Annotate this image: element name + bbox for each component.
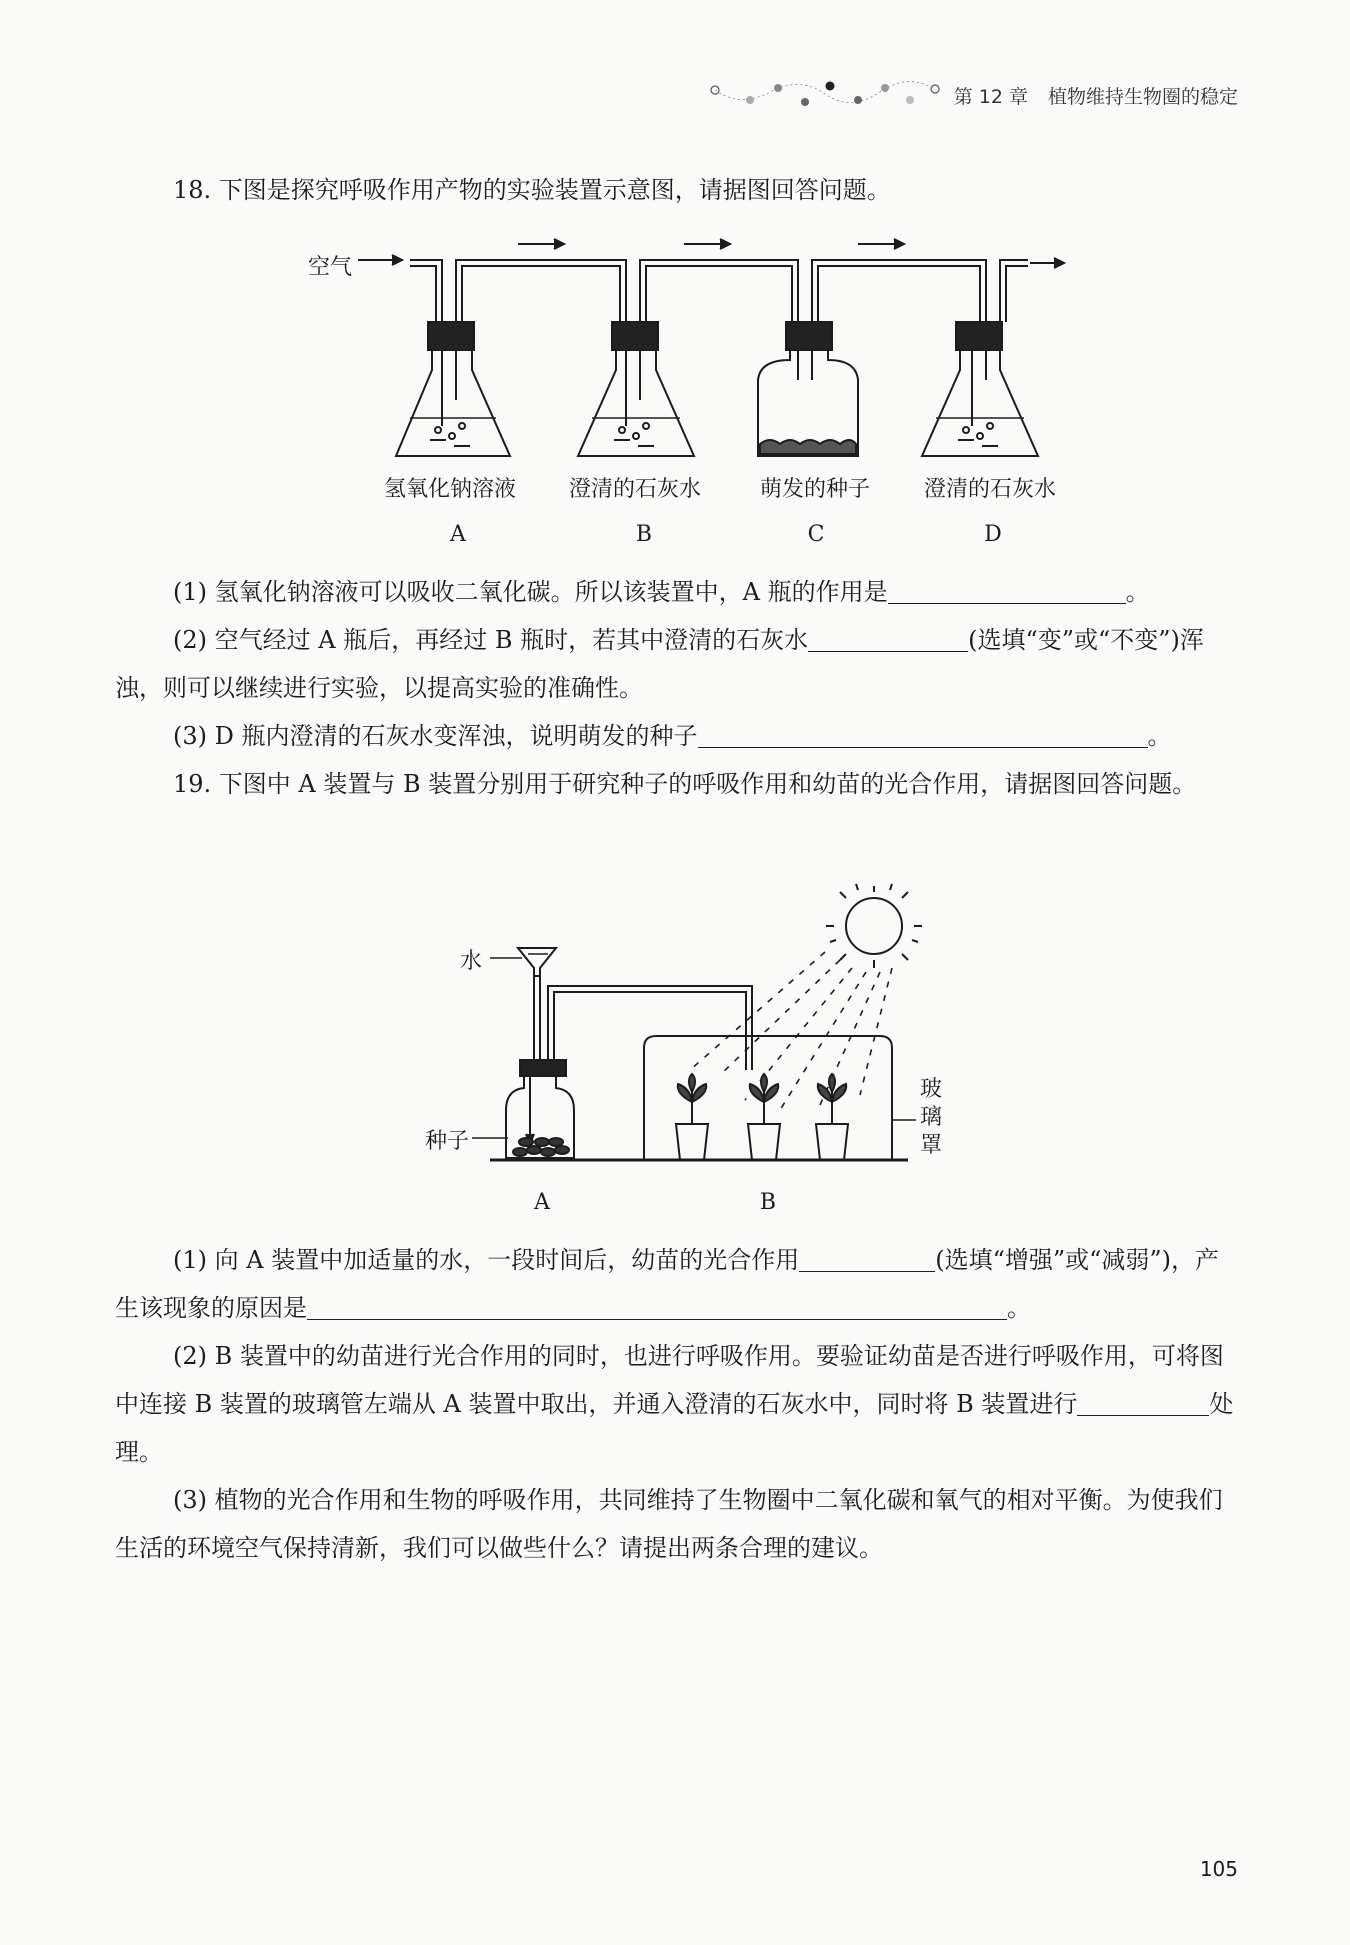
glass-cover-label: 玻璃罩 <box>919 1077 942 1158</box>
seed-label: 种子 <box>424 1129 469 1154</box>
bottle-b-letter: B <box>635 522 653 547</box>
answer-blank[interactable] <box>888 573 1126 604</box>
bottle-c-label: 萌发的种子 <box>759 477 870 502</box>
device-a-letter: A <box>534 1190 550 1215</box>
answer-blank[interactable] <box>698 717 1148 748</box>
answer-blank[interactable] <box>1077 1385 1209 1416</box>
bottle-c <box>758 322 858 456</box>
q19-sub3: (3) 植物的光合作用和生物的呼吸作用，共同维持了生物圈中二氧化碳和氧气的相对平衡。为使我们生活的环境空气保持清新，我们可以做些什么？请提出两条合理的建议。 <box>115 1486 1223 1562</box>
bottle-b-label: 澄清的石灰水 <box>568 477 701 502</box>
q18-stem: 18. 下图是探究呼吸作用产物的实验装置示意图，请据图回答问题。 <box>173 176 891 204</box>
q18-sub1: (1) 氢氧化钠溶液可以吸收二氧化碳。所以该装置中，A 瓶的作用是 。 <box>115 568 1237 616</box>
q18-sub3: (3) D 瓶内澄清的石灰水变浑浊，说明萌发的种子 。 <box>115 712 1237 760</box>
answer-blank[interactable] <box>307 1289 1007 1320</box>
page-number: 105 <box>1199 1857 1238 1881</box>
page-header <box>710 80 1238 110</box>
decorative-dots-icon <box>710 80 940 110</box>
bottle-c-letter: C <box>807 522 825 547</box>
q18-sub2: (2) 空气经过 A 瓶后，再经过 B 瓶时，若其中澄清的石灰水 (选填“变”或“不变”)浑浊，则可以继续进行实验，以提高实验的准确性。 <box>115 616 1237 712</box>
flask-a <box>396 322 510 456</box>
answer-blank[interactable] <box>799 1241 935 1272</box>
bottle-a-letter: A <box>450 522 466 547</box>
answer-blank[interactable] <box>808 621 968 652</box>
bottle-d-letter: D <box>984 522 1002 547</box>
q19-sub1: (1) 向 A 装置中加适量的水，一段时间后，幼苗的光合作用 (选填“增强”或“减弱”)，产生该现象的原因是 。 <box>115 1236 1237 1332</box>
device-b-letter: B <box>759 1190 777 1215</box>
chapter-number: 第 12 章 <box>953 85 1028 108</box>
q19-sub2: (2) B 装置中的幼苗进行光合作用的同时，也进行呼吸作用。要验证幼苗是否进行呼吸作用，可将图中连接 B 装置的玻璃管左端从 A 装置中取出，并通入澄清的石灰水中，同时将 B 装置进行 处理。 <box>115 1342 1234 1466</box>
water-label: 水 <box>459 949 482 974</box>
flask-d <box>922 322 1038 456</box>
flask-b <box>578 322 694 456</box>
q19-stem: 19. 下图中 A 装置与 B 装置分别用于研究种子的呼吸作用和幼苗的光合作用，请据图回答问题。 <box>173 770 1197 798</box>
bottle-d-label: 澄清的石灰水 <box>923 477 1056 502</box>
bottle-a-label: 氢氧化钠溶液 <box>383 477 516 502</box>
chapter-title: 植物维持生物圈的稳定 <box>1047 85 1238 108</box>
q19-apparatus-figure <box>0 880 1350 1180</box>
air-label: 空气 <box>307 255 352 280</box>
